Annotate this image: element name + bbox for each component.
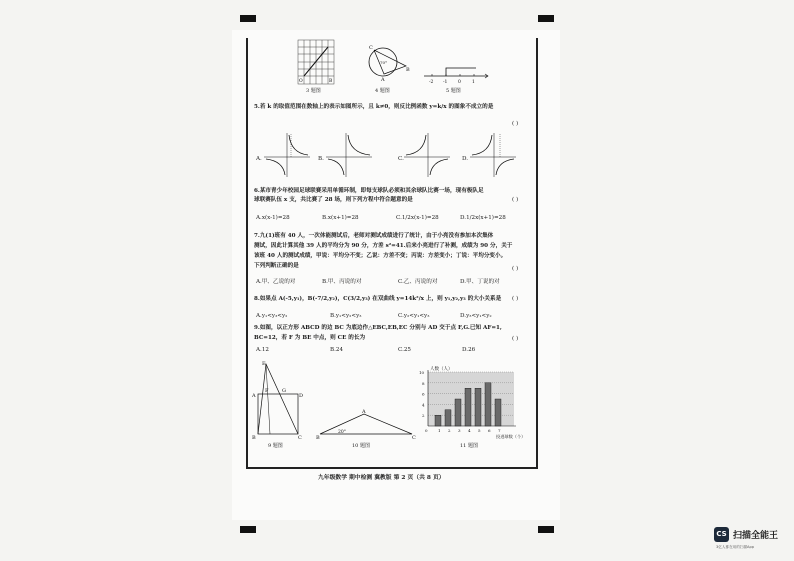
question-6-line-2: 球联赛队伍 x 支，共比赛了 28 场，则下列方程中符合题意的是: [254, 197, 413, 203]
fig5-tick: -1: [443, 80, 448, 85]
fig9-label-c: C: [298, 435, 302, 441]
figure-3-grid: [298, 40, 334, 84]
figure-4-caption: 4 题图: [375, 88, 390, 94]
figure-9-square: [252, 360, 308, 440]
question-9-line-1: 9.如图，以正方形 ABCD 的边 BC 为底边作△EBC,EB,EC 分别与 AD 交于点 F,G.已知 AF=1,: [254, 325, 502, 331]
figure-5-caption: 5 题图: [446, 88, 461, 94]
fig9-label-g: G: [282, 388, 286, 394]
chart-bar-6: [485, 383, 491, 426]
q8-option-c: C.y₂<y₁<y₃: [398, 313, 430, 319]
fig9-label-b: B: [252, 435, 256, 441]
q7-option-a: A.甲、乙说的对: [256, 279, 296, 285]
chart-bar-1: [435, 415, 441, 426]
q8-option-d: D.y₃<y₁<y₂: [460, 313, 492, 319]
fig10-label-c: C: [412, 435, 416, 441]
fig9-label-f: F: [265, 388, 269, 394]
fig10-angle: 20°: [338, 430, 346, 435]
fig5-tick: 1: [472, 80, 475, 85]
y-tick-label: 2: [422, 413, 425, 419]
page-footer: 九年级数学 期中检测 冀教版 第 2 页（共 8 页）: [318, 475, 445, 481]
corner-mark: [538, 526, 554, 533]
x-tick-label: 5: [478, 428, 481, 433]
q5-option-b: B.: [318, 156, 324, 162]
chart-y-axis-label: 人数（人）: [430, 367, 453, 372]
fig10-label-b: B: [316, 435, 320, 441]
q7-option-b: B.甲、丙说的对: [322, 279, 362, 285]
question-7-answer-paren: ( ): [512, 266, 519, 272]
q6-option-a: A.x(x-1)=28: [256, 215, 290, 221]
fig4-angle: 70°: [380, 60, 388, 65]
figure-11-bar-chart: [416, 366, 526, 440]
question-6-answer-paren: ( ): [512, 197, 519, 203]
chart-x-axis-label: 投进球数（个）: [496, 434, 526, 439]
fig4-label-a: A: [381, 77, 385, 83]
question-9-answer-paren: ( ): [512, 336, 519, 342]
x-tick-label: 3: [458, 428, 461, 433]
q5-graph-b: [326, 133, 372, 177]
q8-option-b: B.y₁<y₂<y₃: [330, 313, 362, 319]
q5-option-c: C.: [398, 156, 404, 162]
q6-option-d: D.1/2x(x+1)=28: [460, 215, 506, 221]
fig9-label-e: E: [262, 361, 266, 367]
question-9-line-2: BC=12，若 F 为 BE 中点，则 CE 的长为: [254, 335, 366, 341]
svg-text:B: B: [329, 79, 333, 84]
camscanner-name: 扫描全能王: [733, 531, 779, 541]
chart-bar-7: [495, 399, 501, 426]
q6-option-b: B.x(x+1)=28: [322, 215, 359, 221]
question-8-stem: 8.如果点 A(-5,y₁)，B(-7/2,y₂)，C(3/2,y₃) 在双曲线 y=14k²/x 上，则 y₁,y₂,y₃ 的大小关系是: [254, 296, 502, 302]
svg-text:O: O: [299, 79, 303, 84]
question-8-answer-paren: ( ): [512, 296, 519, 302]
q5-option-a: A.: [256, 156, 262, 162]
q9-option-b: B.24: [330, 347, 344, 353]
x-tick-label: 7: [498, 428, 501, 433]
q9-option-d: D.26: [462, 347, 476, 353]
page-border-right: [536, 38, 538, 468]
fig5-tick: 0: [458, 80, 461, 85]
q5-option-d: D.: [462, 156, 469, 162]
figure-10-triangle: [316, 408, 416, 440]
x-tick-label: 4: [468, 428, 471, 433]
x-tick-label: 2: [448, 428, 451, 433]
chart-bar-2: [445, 410, 451, 426]
fig4-label-c: C: [369, 45, 373, 51]
question-7-line-3: 该班 40 人的测试成绩，甲说：平均分不变；乙说：方差不变；丙说：方差变小；丁说：平均分变小。: [254, 253, 507, 259]
corner-mark: [240, 15, 256, 22]
page-border-bottom: [246, 467, 538, 469]
page-border-left: [246, 38, 248, 468]
x-tick-label: 6: [488, 428, 491, 433]
chart-bar-3: [455, 399, 461, 426]
figure-9-caption: 9 题图: [268, 443, 283, 449]
question-7-line-2: 测试，因此计算其他 39 人的平均分为 90 分，方差 s²=41.后来小亮进行了补测，成绩为 90 分，关于: [254, 243, 513, 249]
fig9-label-a: A: [252, 393, 256, 399]
q7-option-c: C.乙、丙说的对: [398, 279, 438, 285]
y-tick-label: 10: [419, 370, 425, 375]
q9-option-a: A.12: [256, 347, 269, 353]
y-tick-label: 8: [422, 380, 425, 386]
corner-mark: [538, 15, 554, 22]
fig4-label-b: B: [406, 67, 410, 73]
q6-option-c: C.1/2x(x-1)=28: [396, 215, 439, 221]
question-6-line-1: 6.某市青少年校园足球联赛采用单循环制，即每支球队必须和其余球队比赛一场，现有极队足: [254, 188, 484, 194]
x-tick-label: 1: [438, 428, 441, 433]
q8-option-a: A.y₁<y₃<y₂: [256, 313, 288, 319]
fig5-tick: -2: [429, 80, 434, 85]
q5-graph-a: [264, 133, 310, 177]
question-7-line-1: 7.九(1)班有 40 人，一次体能测试后，老师对测试成绩进行了统计，由于小亮没有参加本次集体: [254, 233, 494, 239]
fig10-label-a: A: [362, 409, 366, 415]
q9-option-c: C.25: [398, 347, 411, 353]
question-5-answer-paren: ( ): [512, 121, 519, 127]
figure-11-caption: 11 题图: [460, 443, 478, 449]
figure-3-caption: 3 题图: [306, 88, 321, 94]
y-tick-label: 6: [422, 391, 425, 397]
y-tick-label: 4: [422, 402, 425, 408]
q5-graph-d: [470, 133, 516, 177]
camscanner-logo: CS: [714, 527, 729, 542]
chart-bar-5: [475, 388, 481, 426]
x-tick-label: 0: [425, 428, 428, 433]
figure-4-circle: [364, 42, 410, 82]
fig9-label-d: D: [299, 393, 304, 399]
figure-10-caption: 10 题图: [352, 443, 370, 449]
camscanner-tagline: 3亿人都在用的扫描App: [716, 545, 755, 549]
question-7-line-4: 下列判断正确的是: [254, 263, 299, 269]
q5-graph-c: [404, 133, 450, 177]
chart-bar-4: [465, 388, 471, 426]
figure-5-number-line: [424, 64, 490, 84]
question-5-stem: 5.若 k 的取值范围在数轴上的表示如图所示，且 k≠0，则反比例函数 y=k/x 的图象不成立的是: [254, 104, 494, 110]
q7-option-d: D.甲、丁说的对: [460, 279, 500, 285]
corner-mark: [240, 526, 256, 533]
